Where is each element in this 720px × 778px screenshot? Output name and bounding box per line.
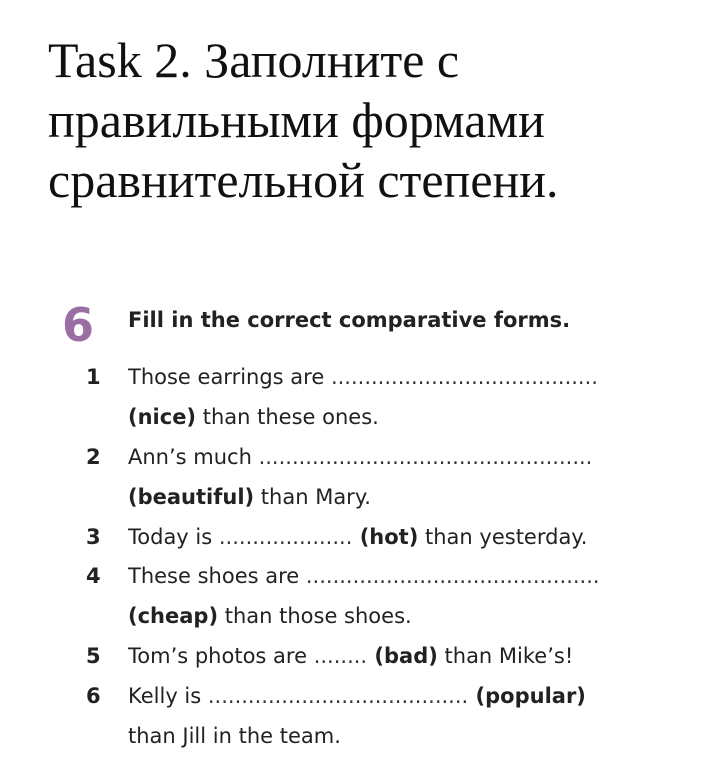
task-title: Task 2. Заполните с правильными формами сравнительной степени. [48,32,559,208]
item-text: than those shoes. [218,604,412,628]
item-text: than Jill in the team. [128,724,341,748]
item-text: than yesterday. [418,525,588,549]
item-2-line-2 [128,482,371,512]
item-4-line-1 [128,561,600,591]
item-number: 6 [86,684,101,708]
base-word: (bad) [367,644,438,668]
item-text: Kelly is [128,684,208,708]
answer-blank[interactable]: ............................................ [305,564,600,588]
answer-blank[interactable]: .................... [218,525,353,549]
item-1-line-2 [128,402,379,432]
item-text: Ann’s much [128,445,259,469]
base-word: (hot) [352,525,419,549]
item-number: 3 [86,525,101,549]
item-text: These shoes are [128,564,306,588]
item-text: Those earrings are [128,365,331,389]
answer-blank[interactable]: ....................................... [207,684,469,708]
item-5-line-1 [128,641,573,671]
base-word: (cheap) [128,604,219,628]
base-word: (nice) [128,405,197,429]
item-number: 5 [86,644,101,668]
answer-blank[interactable]: ........................................ [330,365,598,389]
item-text: than these ones. [196,405,379,429]
item-text: than Mary. [254,485,371,509]
item-number: 4 [86,564,101,588]
base-word: (beautiful) [128,485,255,509]
exercise-instruction: Fill in the correct comparative forms. [128,308,571,332]
item-6-line-2 [128,721,341,751]
base-word: (popular) [468,684,586,708]
answer-blank[interactable]: ........ [313,644,368,668]
item-4-line-2 [128,601,412,631]
item-number: 1 [86,365,101,389]
item-3-line-1 [128,522,587,552]
item-6-line-1 [128,681,586,711]
item-1-line-1 [128,362,598,392]
item-number: 2 [86,445,101,469]
exercise-number: 6 [62,298,95,352]
item-text: Today is [128,525,219,549]
item-text: Tom’s photos are [128,644,314,668]
answer-blank[interactable]: .................................................. [258,445,593,469]
item-2-line-1 [128,442,592,472]
item-text: than Mike’s! [437,644,574,668]
